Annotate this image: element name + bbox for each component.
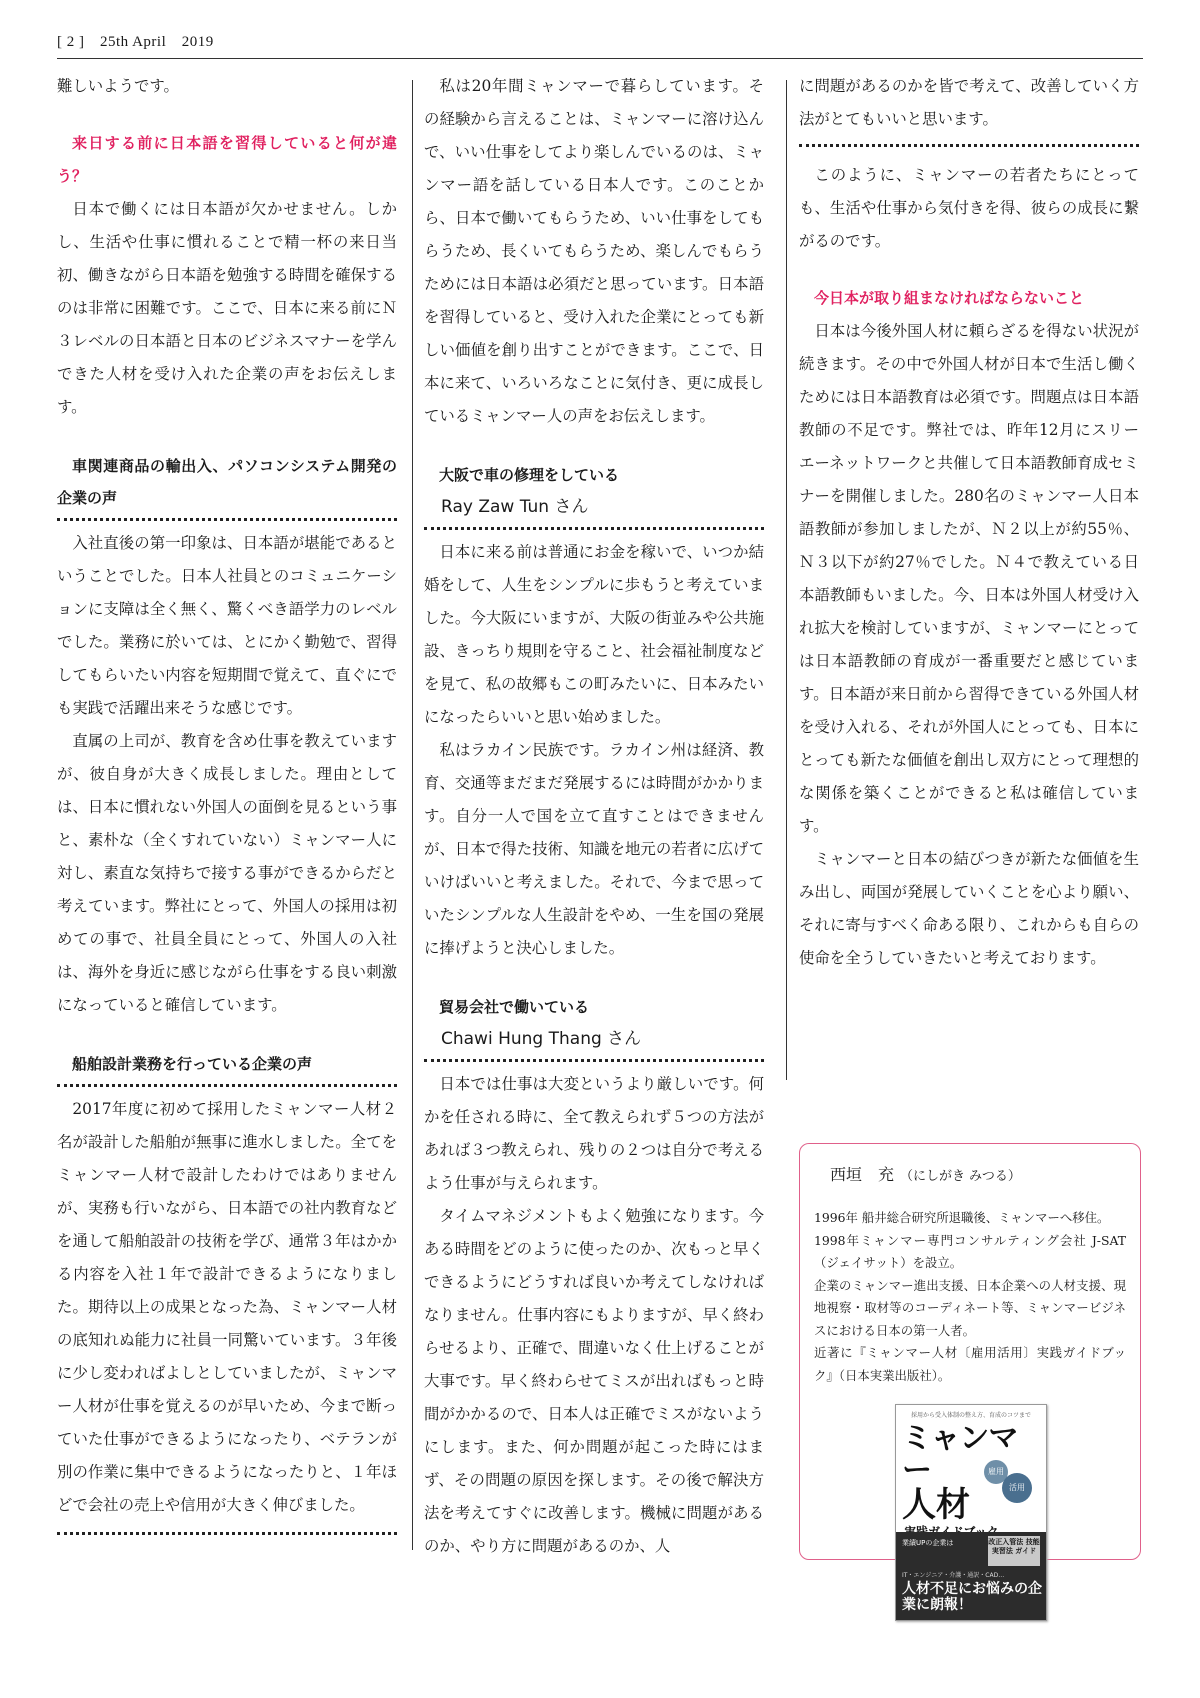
book-band: 改正入管法 技能実習法 ガイド	[988, 1536, 1040, 1566]
paragraph: 難しいようです。	[57, 77, 179, 95]
book-tagline: 採用から受入体制の整え方、育成のコツまで	[910, 1412, 1031, 1419]
book-badge-koyo: 雇用	[984, 1460, 1008, 1484]
paragraph: ミャンマーと日本の結びつきが新たな価値を生み出し、両国が発展していくことを心より願い、それに寄与すべく命ある限り、これからも自らの使命を全うしていきたいと考えております。	[799, 850, 1139, 967]
profile-line: 1996年 船井総合研究所退職後、ミャンマーへ移住。	[814, 1210, 1110, 1225]
book-catchphrase: 人材不足にお悩みの企業に朗報！	[902, 1581, 1042, 1613]
column-1	[57, 70, 397, 1541]
paragraph: 日本では仕事は大変というより厳しいです。何かを任される時に、全て教えられず５つの方法があれば３つ教えられ、残りの２つは自分で考えるよう仕事が与えられます。	[424, 1075, 764, 1192]
author-profile-box	[799, 1143, 1141, 1613]
section-heading: 来日する前に日本語を習得していると何が違う？	[57, 134, 397, 185]
column-2	[424, 70, 764, 1563]
subsection-heading: 大阪で車の修理をしている	[439, 466, 620, 484]
paragraph: 私はラカイン民族です。ラカイン州は経済、教育、交通等まだまだ発展するには時間がかかります。自分一人で国を立て直すことはできませんが、日本で得た技術、知識を地元の若者に広げていけばいいと考えました。それで、今まで思っていたシンプルな人生設計をやめ、一生を国の発展に捧げようと決心しました。	[424, 741, 764, 957]
dotted-divider	[799, 144, 1139, 147]
subsection-heading: 船舶設計業務を行っている企業の声	[72, 1055, 313, 1073]
page-number-date: [ 2 ] 25th April 2019	[57, 34, 214, 50]
book-blurb: 業績UPの企業は	[902, 1539, 954, 1547]
paragraph: 2017年度に初めて採用したミャンマー人材２名が設計した船舶が無事に進水しました。全てをミャンマー人材で設計したわけではありませんが、実務も行いながら、日本語での社内教育などを通して船舶設計の技術を学び、通常３年はかかる内容を入社１年で設計できるようになりました。期待以上の成果となった為、ミャンマー人材の底知れぬ能力に社員一同驚いています。３年後に少し変わればよしとしていましたが、ミャンマー人材が仕事を覚えるのが早いため、今まで断っていた仕事ができるようになったり、ベテランが別の作業に集中できるようになったりと、１年ほどで会社の売上や信用が大きく伸びました。	[57, 1100, 397, 1514]
book-blurb-small: IT・エンジニア・介護・通訳・CAD…	[902, 1572, 1005, 1579]
author-name-text: 西垣 充	[830, 1165, 895, 1184]
person-name: Ray Zaw Tun さん	[441, 497, 589, 517]
person-name: Chawi Hung Thang さん	[441, 1029, 642, 1049]
paragraph: 直属の上司が、教育を含め仕事を教えていますが、彼自身が大きく成長しました。理由としては、日本に慣れない外国人の面倒を見るという事と、素朴な（全くすれていない）ミャンマー人に対し、素直な気持ちで接する事ができるからだと考えています。弊社にとって、外国人の採用は初めての事で、社員全員にとって、外国人の入社は、海外を身近に感じながら仕事をする良い刺激になっていると確信しています。	[57, 732, 397, 1014]
paragraph: このように、ミャンマーの若者たちにとっても、生活や仕事から気付きを得、彼らの成長に繋がるのです。	[799, 166, 1139, 250]
column-divider-1	[412, 80, 413, 1550]
paragraph: 日本は今後外国人材に頼らざるを得ない状況が続きます。その中で外国人材が日本で生活し働くためには日本語教育は必須です。問題点は日本語教師の不足です。弊社では、昨年12月にスリーエーネットワークと共催して日本語教師育成セミナーを開催しました。280名のミャンマー人日本語教師が参加しましたが、Ｎ２以上が約55％、Ｎ３以下が約27％でした。Ｎ４で教えている日本語教師もいました。今、日本は外国人材受け入れ拡大を検討していますが、ミャンマーにとっては日本語教師の育成が一番重要だと感じています。日本語が来日前から習得できている外国人材を受け入れる、それが外国人にとっても、日本にとっても新たな価値を創出し双方にとって理想的な関係を築くことができると私は確信しています。	[799, 322, 1139, 835]
author-name	[814, 1162, 1126, 1185]
profile-line: 1998年ミャンマー専門コンサルティング会社 J-SAT（ジェイサット）を設立。	[814, 1232, 1126, 1270]
paragraph: 日本に来る前は普通にお金を稼いで、いつか結婚をして、人生をシンプルに歩もうと考えていました。今大阪にいますが、大阪の街並みや公共施設、きっちり規則を守ること、社会福祉制度などを見て、私の故郷もこの町みたいに、日本みたいになったらいいと思い始めました。	[424, 543, 764, 726]
paragraph: タイムマネジメントもよく勉強になります。今ある時間をどのように使ったのか、次もっと早くできるようにどうすれば良いか考えてしなければなりません。仕事内容にもよりますが、早く終わらせるより、正確で、間違いなく仕上げることが大事です。早く終わらせてミスが出ればもっと時間がかかるので、日本人は正確でミスがないようにします。また、何か問題が起こった時にはまず、その問題の原因を探します。その後で解決方法を考えてすぐに改善します。機械に問題があるのか、やり方に問題があるのか、人	[424, 1207, 764, 1555]
book-badge-katsuyo: 活用	[1002, 1473, 1032, 1503]
paragraph: 日本で働くには日本語が欠かせません。しかし、生活や仕事に慣れることで精一杯の来日当初、働きながら日本語を勉強する時間を確保するのは非常に困難です。ここで、日本に来る前にＮ３レベルの日本語と日本のビジネスマナーを学んできた人材を受け入れた企業の声をお伝えします。	[57, 200, 397, 416]
column-divider-2	[786, 80, 787, 1080]
book-title-line-2: 人材	[902, 1485, 970, 1525]
book-cover-bottom	[896, 1532, 1046, 1620]
subsection-heading: 車関連商品の輸出入、パソコンシステム開発の企業の声	[57, 457, 397, 507]
page-header	[57, 26, 1143, 59]
dotted-divider	[424, 1059, 764, 1062]
dotted-divider	[57, 1084, 397, 1087]
section-heading: 今日本が取り組まなければならないこと	[814, 289, 1085, 307]
profile-line: 企業のミャンマー進出支援、日本企業への人材支援、現地視察・取材等のコーディネート等、ミャンマービジネスにおける日本の第一人者。	[814, 1277, 1126, 1338]
book-title-line-1: ミャンマー	[902, 1421, 1018, 1488]
paragraph: 入社直後の第一印象は、日本語が堪能であるということでした。日本人社員とのコミュニケーションに支障は全く無く、驚くべき語学力のレベルでした。業務に於いては、とにかく勤勉で、習得してもらいたい内容を短期間で覚えて、直ぐにでも実践で活躍出来そうな感じです。	[57, 534, 397, 717]
profile-line: 近著に『ミャンマー人材〔雇用活用〕実践ガイドブック』（日本実業出版社）。	[814, 1345, 1126, 1383]
paragraph: 私は20年間ミャンマーで暮らしています。その経験から言えることは、ミャンマーに溶け込んで、いい仕事をしてより楽しんでいるのは、ミャンマー語を話している日本人です。このことから、日本で働いてもらうため、いい仕事をしてもらうため、長くいてもらうため、楽しんでもらうためには日本語は必須だと思っています。日本語を習得していると、受け入れた企業にとっても新しい価値を創り出すことができます。ここで、日本に来て、いろいろなことに気付き、更に成長しているミャンマー人の声をお伝えします。	[424, 77, 764, 425]
subsection-heading: 貿易会社で働いている	[439, 998, 590, 1016]
paragraph: に問題があるのかを皆で考えて、改善していく方法がとてもいいと思います。	[799, 77, 1139, 128]
dotted-divider	[424, 527, 764, 530]
dotted-divider	[57, 1532, 397, 1535]
dotted-divider	[57, 518, 397, 521]
author-reading: （にしがき みつる）	[900, 1169, 1021, 1184]
column-3	[799, 70, 1139, 975]
book-cover-image	[895, 1404, 1047, 1621]
